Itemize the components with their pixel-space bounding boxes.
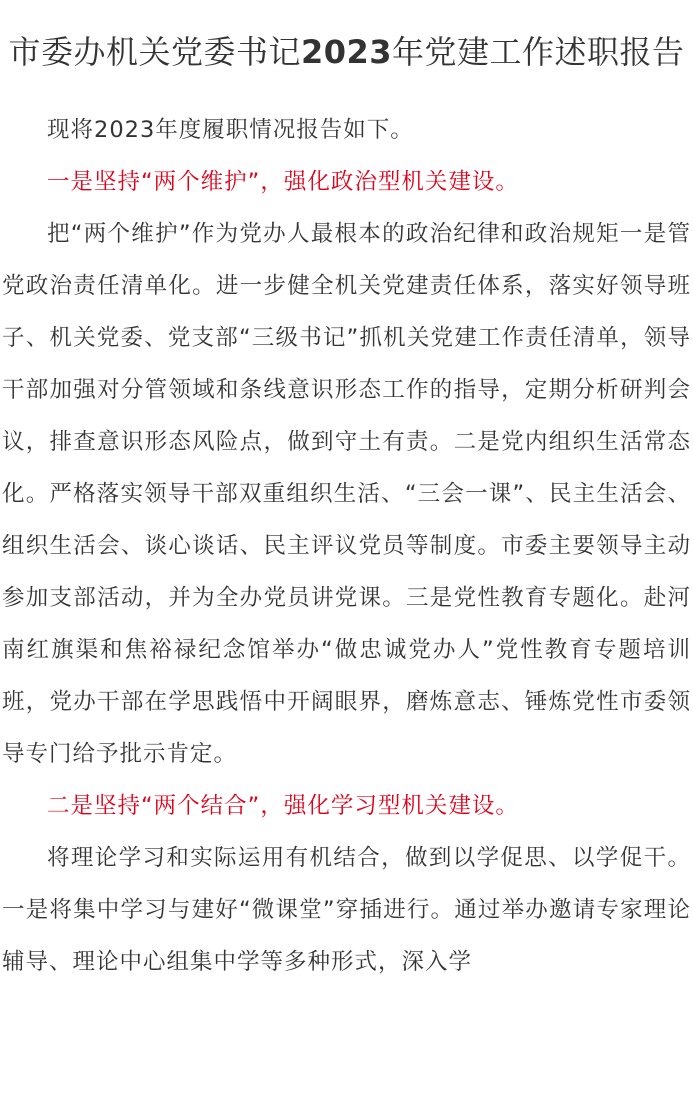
section-1-paragraph: 把“两个维护”作为党办人最根本的政治纪律和政治规矩一是管党政治责任清单化。进一步健全机关党建责任体系，落实好领导班子、机关党委、党支部“三级书记”抓机关党建工作责任清单，领导干部加强对分管领域和条线意识形态工作的指导，定期分析研判会议，排查意识形态风险点，做到守土有责。二是党内组织生活常态化。严格落实领导干部双重组织生活、“三会一课”、民主生活会、组织生活会、谈心谈话、民主评议党员等制度。市委主要领导主动参加支部活动，并为全办党员讲党课。三是党性教育专题化。赴河南红旗渠和焦裕禄纪念馆举办“做忠诚党办人”党性教育专题培训班，党办干部在学思践悟中开阔眼界，磨炼意志、锤炼党性市委领导专门给予批示肯定。	[2, 221, 691, 767]
document-title	[0, 0, 693, 78]
title-part-2: 年党建工作述职报告	[392, 33, 685, 71]
intro-paragraph: 现将2023年度履职情况报告如下。	[47, 117, 414, 143]
section-heading-1: 一是坚持“两个维护”，强化政治型机关建设。	[47, 169, 519, 195]
title-year: 2023	[300, 33, 393, 71]
document-body	[0, 78, 693, 988]
section-2-paragraph: 将理论学习和实际运用有机结合，做到以学促思、以学促干。一是将集中学习与建好“微课堂”穿插进行。通过举办邀请专家理论辅导、理论中心组集中学等多种形式，深入学	[2, 845, 691, 975]
section-heading-2: 二是坚持“两个结合”，强化学习型机关建设。	[47, 793, 519, 819]
title-part-1: 市委办机关党委书记	[8, 33, 301, 71]
